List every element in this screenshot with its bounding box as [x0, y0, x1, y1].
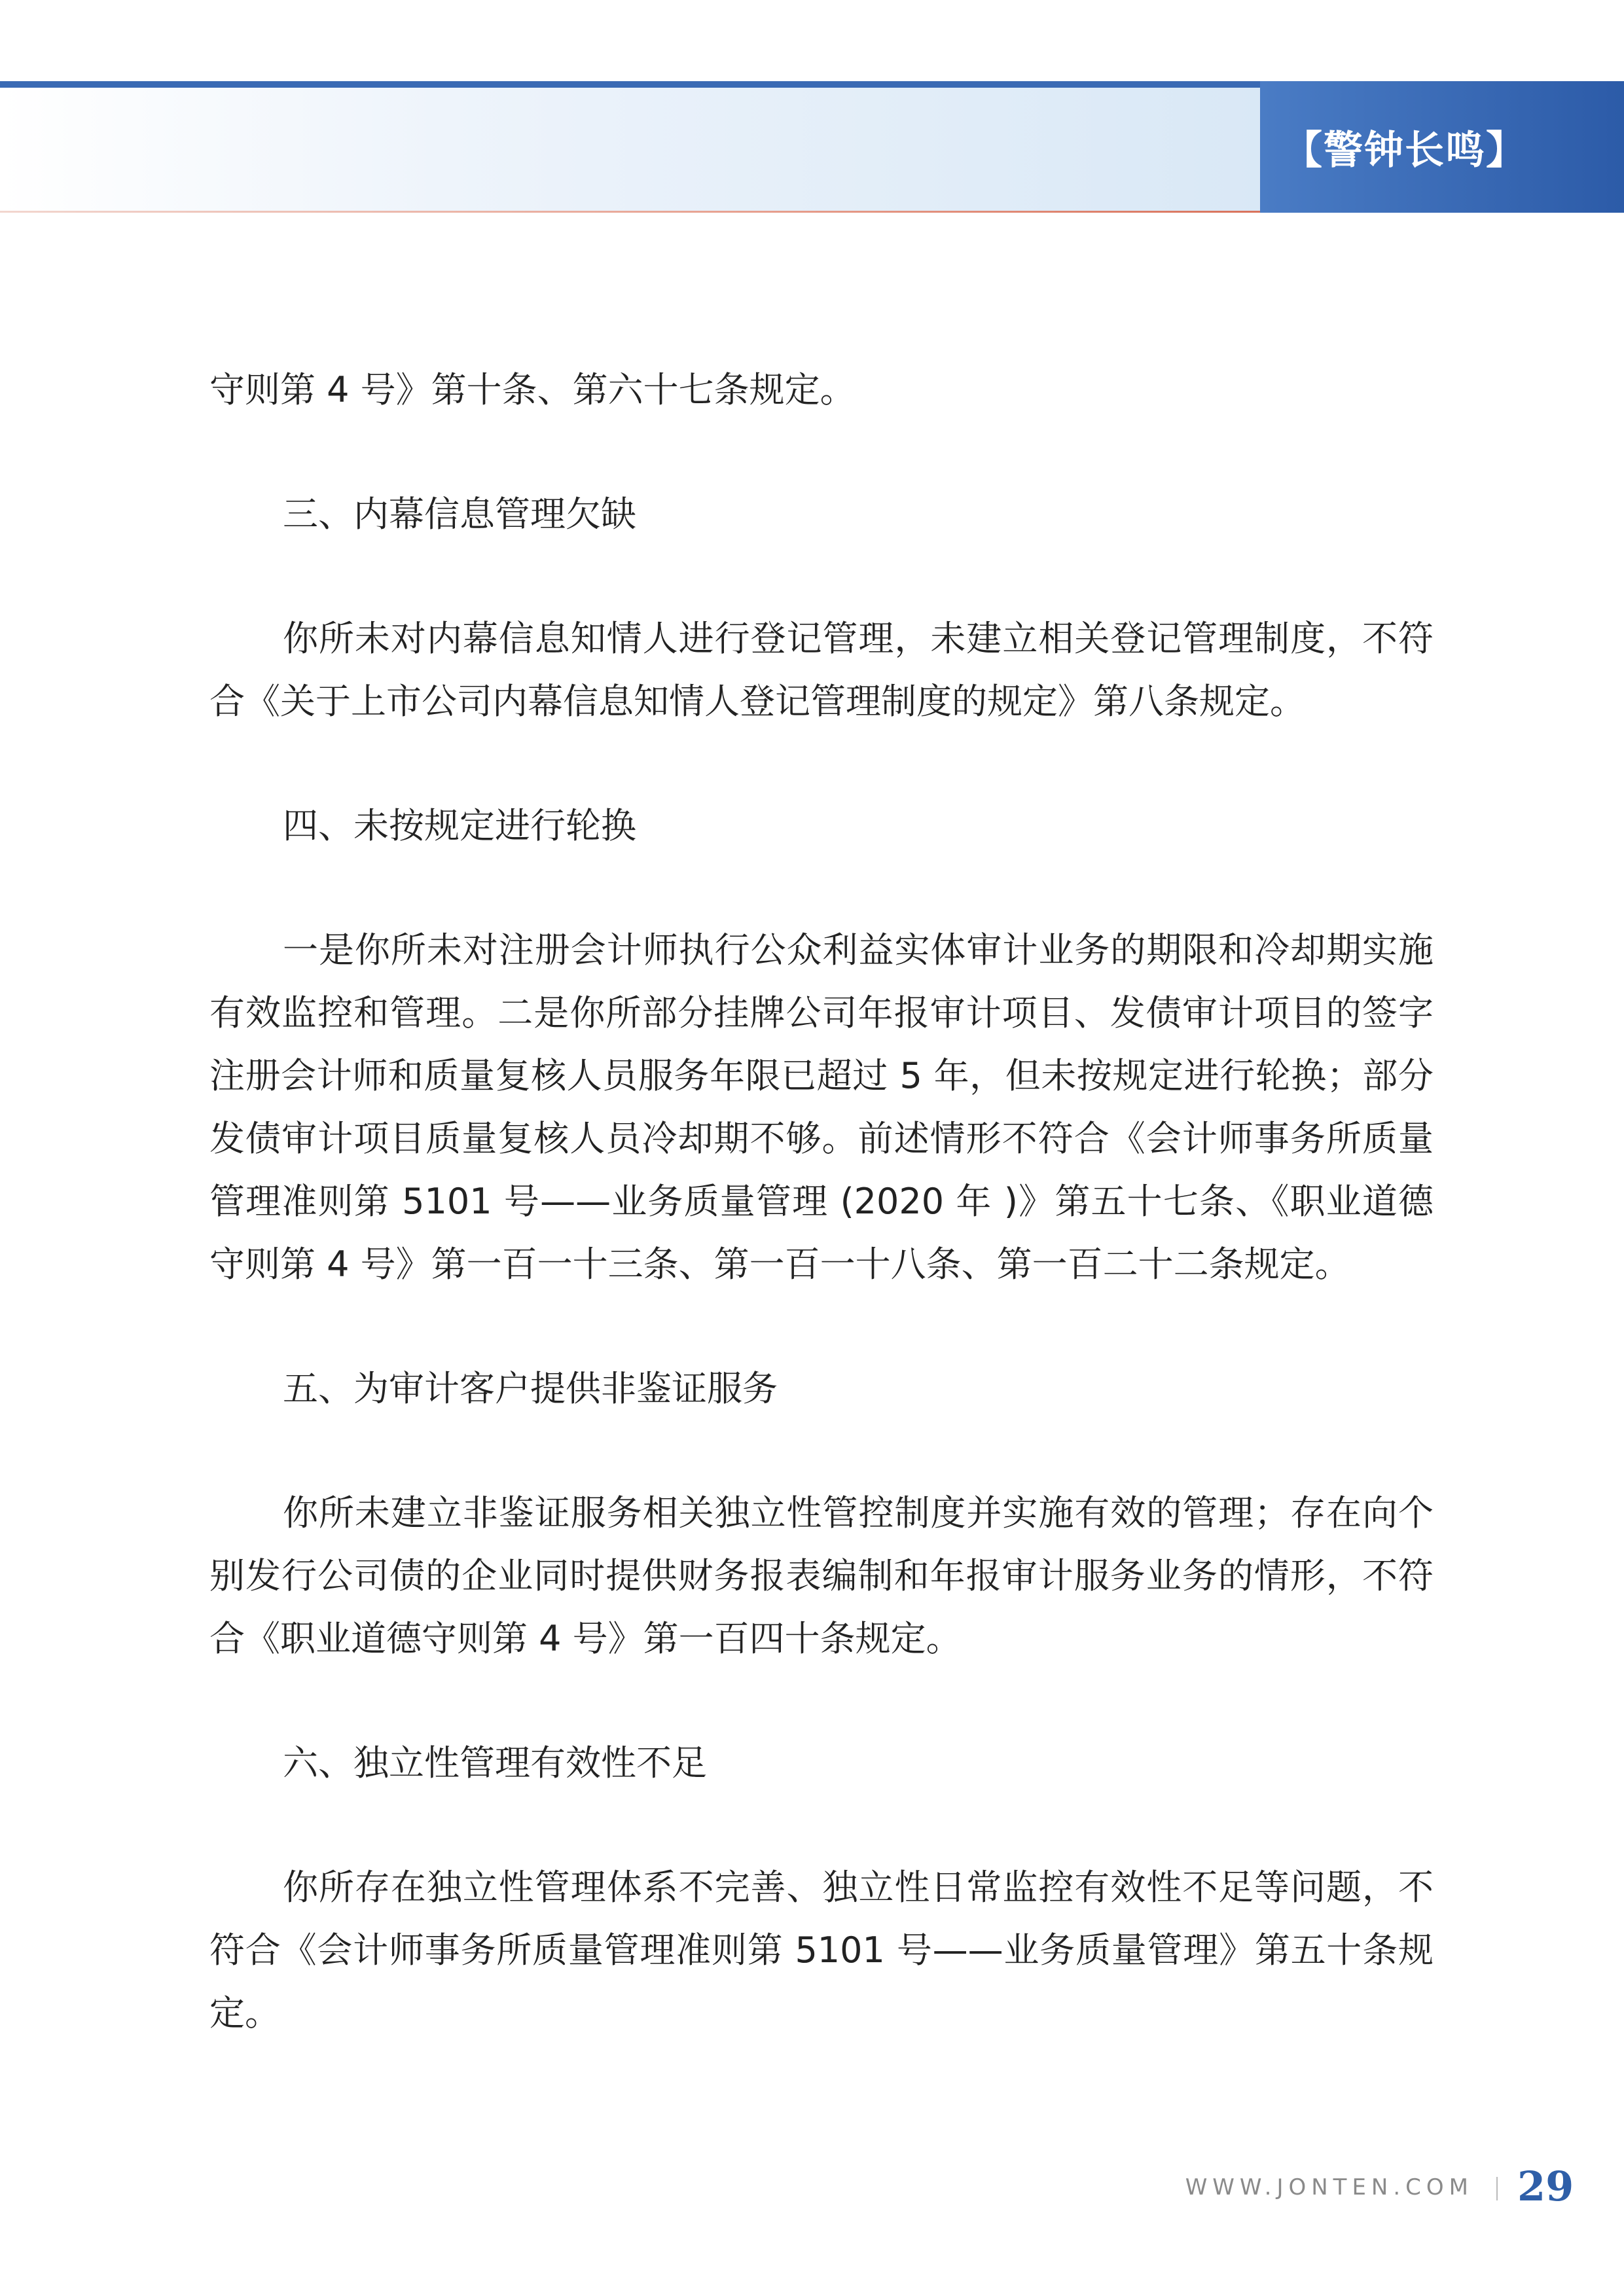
section-heading-5: 五、为审计客户提供非鉴证服务	[283, 1368, 778, 1409]
paragraph-continued: 守则第 4 号》第十条、第六十七条规定。	[209, 369, 856, 410]
header-bottom-rule	[0, 211, 1260, 213]
section-heading-4: 四、未按规定进行轮换	[283, 805, 636, 846]
section-heading-3: 三、内幕信息管理欠缺	[283, 493, 636, 535]
header-top-rule	[0, 81, 1260, 88]
paragraph-4: 一是你所未对注册会计师执行公众利益实体审计业务的期限和冷却期实施有效监控和管理。二是你所部分挂牌公司年报审计项目、发债审计项目的签字注册会计师和质量复核人员服务年限已超过 5 年，但未按规定进行轮换；部分发债审计项目质量复核人员冷却期不够。前述情形不符合《会计师事务所质量管理准则第 5101 号——业务质量管理 (2020 年 )》第五十七条、《职业道德守则第 4 号》第一百一十三条、第一百一十八条、第一百二十二条规定。	[209, 929, 1434, 1285]
paragraph-3: 你所未对内幕信息知情人进行登记管理，未建立相关登记管理制度，不符合《关于上市公司内幕信息知情人登记管理制度的规定》第八条规定。	[209, 618, 1434, 722]
page-body	[209, 359, 1434, 2106]
section-heading-6: 六、独立性管理有效性不足	[283, 1742, 707, 1784]
paragraph-5: 你所未建立非鉴证服务相关独立性管控制度并实施有效的管理；存在向个别发行公司债的企业同时提供财务报表编制和年报审计服务业务的情形，不符合《职业道德守则第 4 号》第一百四十条规定。	[209, 1492, 1434, 1659]
header-band	[0, 88, 1260, 212]
page-footer	[0, 2160, 1624, 2219]
footer-divider	[1496, 2177, 1498, 2200]
footer-website: WWW.JONTEN.COM	[1185, 2174, 1473, 2200]
page-number: 29	[1517, 2162, 1574, 2210]
paragraph-6: 你所存在独立性管理体系不完善、独立性日常监控有效性不足等问题，不符合《会计师事务所质量管理准则第 5101 号——业务质量管理》第五十条规定。	[209, 1867, 1434, 2034]
section-tag: 【警钟长鸣】	[1260, 81, 1624, 213]
